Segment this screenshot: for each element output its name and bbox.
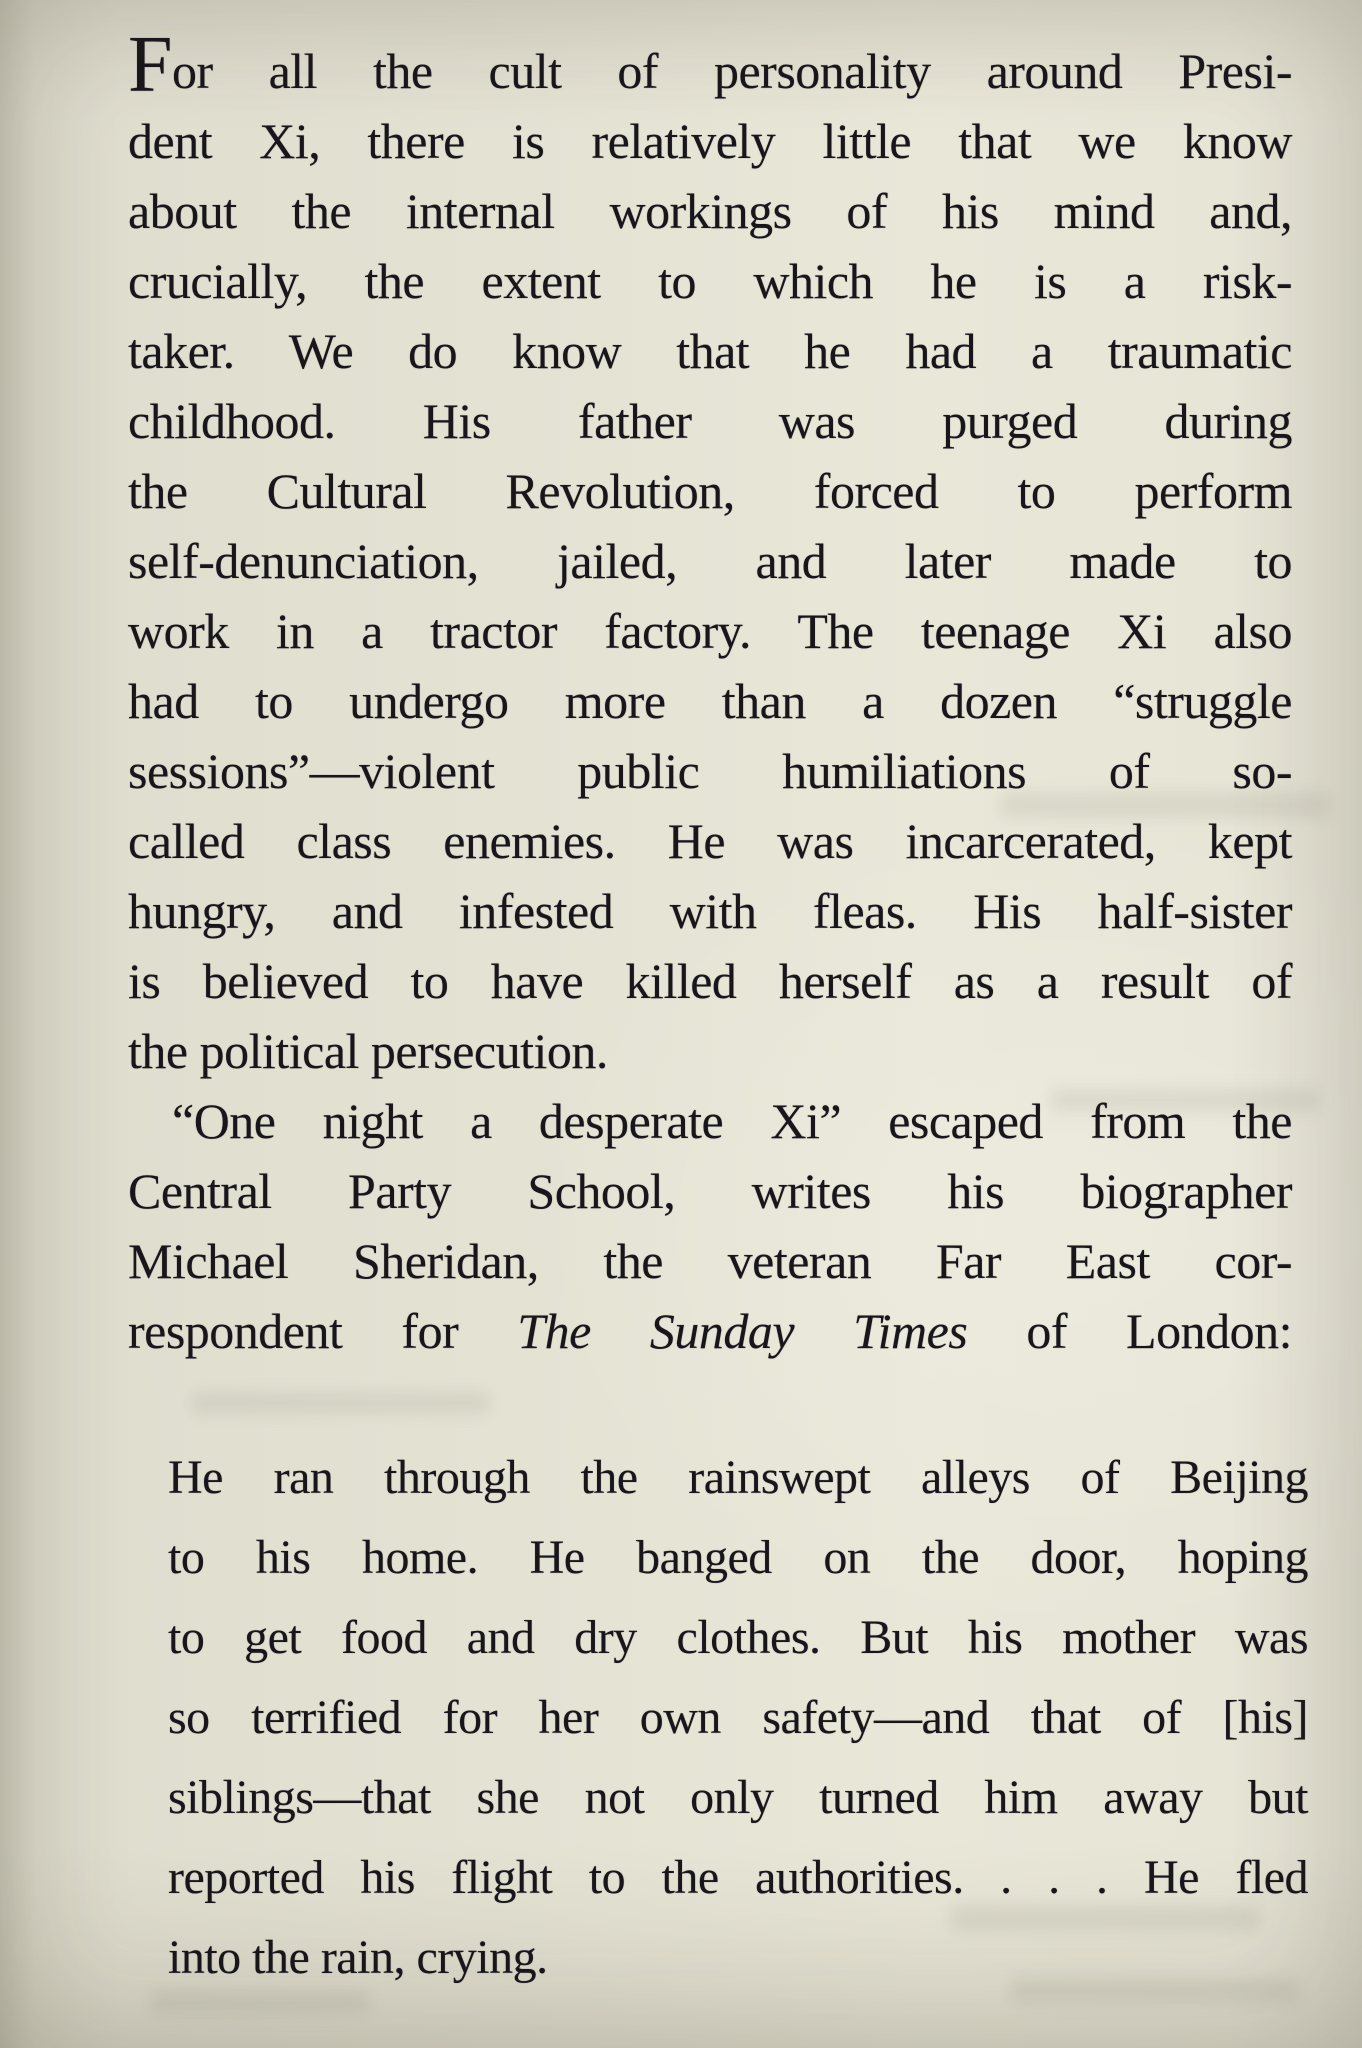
quote-line: siblings—that she not only turned him away but xyxy=(168,1771,1308,1824)
quote-line: so terrified for her own safety—and that of [his] xyxy=(168,1691,1308,1744)
paragraph-line: hungry, and infested with fleas. His half-sister xyxy=(128,883,1292,939)
paragraph-line: work in a tractor factory. The teenage Xi also xyxy=(128,603,1292,659)
paragraph-line: childhood. His father was purged during xyxy=(128,393,1292,449)
paragraph-line: the Cultural Revolution, forced to perform xyxy=(128,463,1292,519)
quote-line: to his home. He banged on the door, hoping xyxy=(168,1531,1308,1584)
line-text: respondent for xyxy=(128,1303,518,1359)
quote-line: He ran through the rainswept alleys of Beijing xyxy=(168,1451,1308,1504)
line-text: of London: xyxy=(967,1303,1292,1359)
paragraph-line xyxy=(128,21,1292,109)
line-text: or all the cult of personality around Presi- xyxy=(172,43,1292,99)
paragraph-line: called class enemies. He was incarcerated, kept xyxy=(128,813,1292,869)
paragraph-line: sessions”—violent public humiliations of so- xyxy=(128,743,1292,799)
quote-last-line: into the rain, crying. xyxy=(168,1931,548,1984)
paragraph-last-line: the political persecution. xyxy=(128,1023,608,1079)
paragraph-line: crucially, the extent to which he is a risk- xyxy=(128,253,1292,309)
main-text-block xyxy=(128,21,1292,1366)
paragraph-line: dent Xi, there is relatively little that we know xyxy=(128,113,1292,169)
quote-line: reported his flight to the authorities. . . . He fled xyxy=(168,1851,1308,1904)
block-quote xyxy=(168,1438,1308,1998)
quote-line: to get food and dry clothes. But his mother was xyxy=(168,1611,1308,1664)
paragraph-line: is believed to have killed herself as a result of xyxy=(128,953,1292,1009)
paragraph-line: about the internal workings of his mind and, xyxy=(128,183,1292,239)
paragraph-line: Central Party School, writes his biographer xyxy=(128,1163,1292,1219)
drop-cap-letter: F xyxy=(128,21,172,109)
paragraph-line: self-denunciation, jailed, and later made to xyxy=(128,533,1292,589)
paragraph-line xyxy=(128,1296,1292,1366)
publication-title: The Sunday Times xyxy=(517,1303,968,1359)
paragraph-line: taker. We do know that he had a traumatic xyxy=(128,323,1292,379)
paragraph-line: had to undergo more than a dozen “struggle xyxy=(128,673,1292,729)
bleed-through-smudge xyxy=(190,1392,490,1414)
paragraph-line: “One night a desperate Xi” escaped from the xyxy=(172,1093,1292,1149)
paragraph-line: Michael Sheridan, the veteran Far East cor- xyxy=(128,1233,1292,1289)
